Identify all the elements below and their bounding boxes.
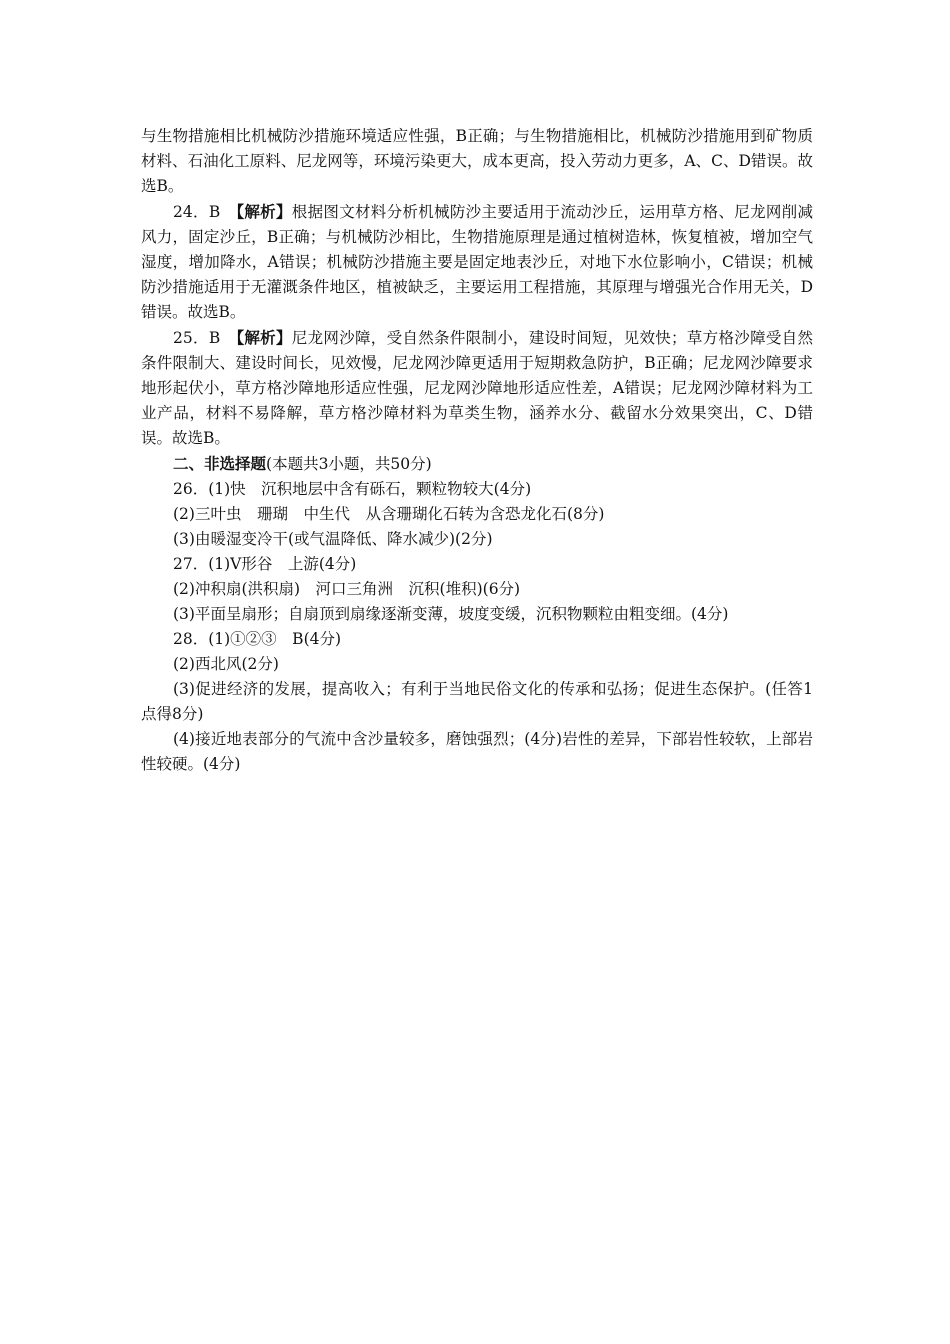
paragraph-q25 [141,325,813,451]
answer-line: 26．(1)快 沉积地层中含有砾石，颗粒物较大(4分) [173,480,532,498]
answer-line: (3)促进经济的发展，提高收入；有利于当地民俗文化的传承和弘扬；促进生态保护。(任答1点得8分) [141,680,813,723]
paragraph-text: 根据图文材料分析机械防沙主要适用于流动沙丘，运用草方格、尼龙网削减风力，固定沙丘，B正确；与机械防沙相比，生物措施原理是通过植树造林，恢复植被，增加空气湿度，增加降水，A错误；机械防沙措施主要是固定地表沙丘，对地下水位影响小，C错误；机械防沙措施适用于无灌溉条件地区，植被缺乏，主要运用工程措施，其原理与增强光合作用无关，D错误。故选B。 [141,203,813,321]
section-title: 二、非选择题 [173,454,267,473]
answer-line: (2)西北风(2分) [173,655,279,673]
answer-line: (2)三叶虫 珊瑚 中生代 从含珊瑚化石转为含恐龙化石(8分) [173,505,605,523]
analysis-tag: 【解析】 [236,202,292,221]
answer-line: 27．(1)V形谷 上游(4分) [173,555,357,573]
answer-line: (3)由暖湿变冷干(或气温降低、降水减少)(2分) [173,530,493,548]
question-number: 24．B [173,203,237,221]
section-heading [141,451,813,477]
paragraph-q24 [141,199,813,325]
answer-line: (3)平面呈扇形；自扇顶到扇缘逐渐变薄，坡度变缓，沉积物颗粒由粗变细。(4分) [173,605,729,623]
answer-text-block [141,124,813,777]
paragraph-text: 尼龙网沙障，受自然条件限制小，建设时间短，见效快；草方格沙障受自然条件限制大、建设时间长，见效慢，尼龙网沙障更适用于短期救急防护，B正确；尼龙网沙障要求地形起伏小，草方格沙障地形适应性强，尼龙网沙障地形适应性差，A错误；尼龙网沙障材料为工业产品，材料不易降解，草方格沙障材料为草类生物，涵养水分、截留水分效果突出，C、D错误。故选B。 [141,329,813,447]
section-subtitle: (本题共3小题，共50分) [266,455,432,473]
answer-line: (4)接近地表部分的气流中含沙量较多，磨蚀强烈；(4分)岩性的差异，下部岩性较软，上部岩性较硬。(4分) [141,730,813,773]
answer-line: 28．(1)①②③ B(4分) [173,630,342,648]
answer-line: (2)冲积扇(洪积扇) 河口三角洲 沉积(堆积)(6分) [173,580,521,598]
paragraph-q23-continuation [141,124,813,199]
question-number: 25．B [173,329,237,347]
paragraph-text: 与生物措施相比机械防沙措施环境适应性强，B正确；与生物措施相比，机械防沙措施用到矿物质材料、石油化工原料、尼龙网等，环境污染更大，成本更高，投入劳动力更多，A、C、D错误。故选B。 [141,127,813,195]
analysis-tag: 【解析】 [236,328,292,347]
